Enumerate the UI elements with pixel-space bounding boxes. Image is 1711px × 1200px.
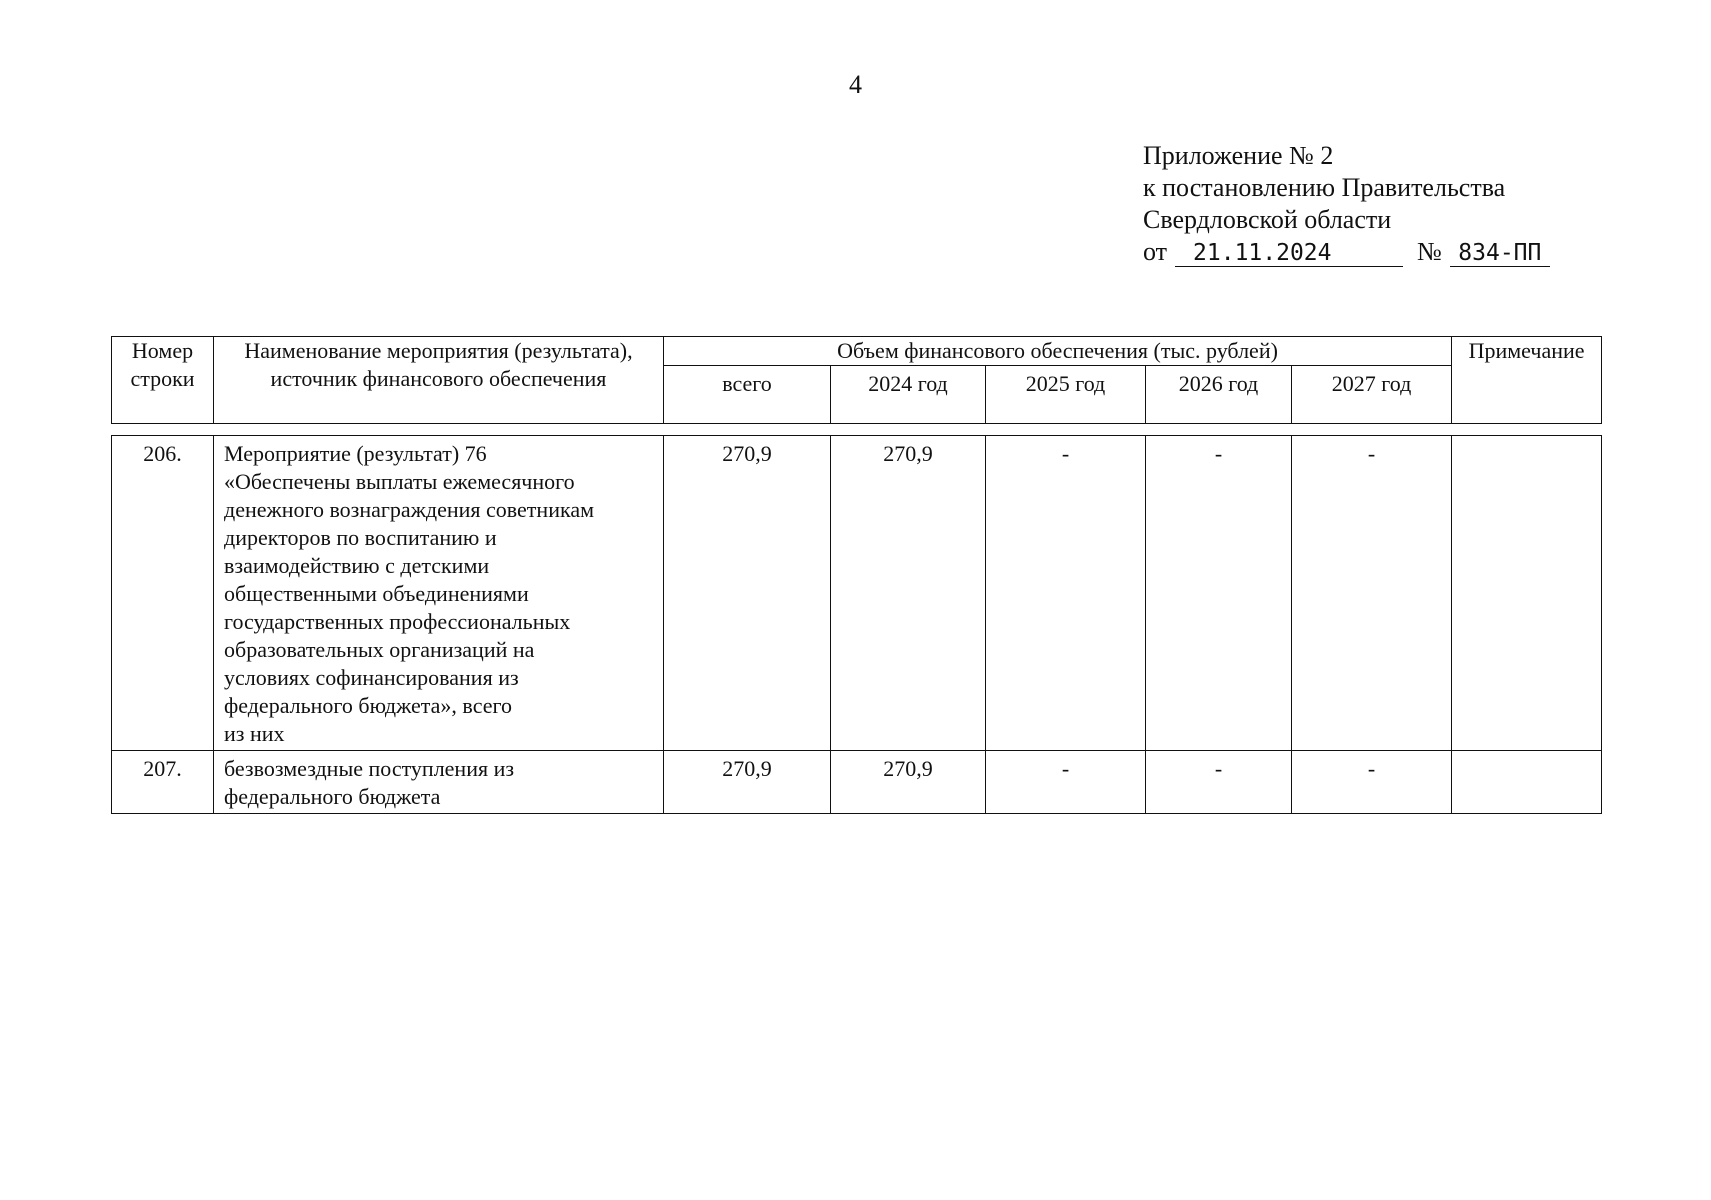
value-total: 270,9 <box>664 436 831 751</box>
appendix-line-2: к постановлению Правительства <box>1143 173 1506 202</box>
table-header <box>111 336 1602 424</box>
from-label: от <box>1143 237 1168 266</box>
value-2025: - <box>986 751 1146 814</box>
value-note <box>1452 751 1602 814</box>
name-line: денежного вознаграждения советникам <box>224 497 595 522</box>
row-number: 206. <box>112 436 214 751</box>
header-2027: 2027 год <box>1292 366 1452 424</box>
appendix-title: Приложение № 2 <box>1143 141 1334 170</box>
name-line: безвозмездные поступления из <box>224 756 515 781</box>
name-line: взаимодействию с детскими <box>224 553 490 578</box>
appendix-date-line <box>1143 236 1550 268</box>
name-line: «Обеспечены выплаты ежемесячного <box>224 469 575 494</box>
header-2024: 2024 год <box>831 366 986 424</box>
name-line: Мероприятие (результат) 76 <box>224 441 487 466</box>
value-total: 270,9 <box>664 751 831 814</box>
name-line: из них <box>224 721 285 746</box>
activity-name <box>214 751 664 814</box>
value-note <box>1452 436 1602 751</box>
value-2027: - <box>1292 751 1452 814</box>
header-row-number: Номер строки <box>112 337 214 424</box>
name-line: государственных профессиональных <box>224 609 571 634</box>
value-2026: - <box>1146 751 1292 814</box>
value-2024: 270,9 <box>831 436 986 751</box>
appendix-line-3: Свердловской области <box>1143 205 1392 234</box>
resolution-date: 21.11.2024 <box>1175 240 1403 267</box>
value-2026: - <box>1146 436 1292 751</box>
header-name: Наименование мероприятия (результата), источник финансового обеспечения <box>214 337 664 424</box>
table-row <box>112 751 1602 814</box>
name-line: образовательных организаций на <box>224 637 535 662</box>
header-total: всего <box>664 366 831 424</box>
name-line: условиях софинансирования из <box>224 665 519 690</box>
table-row <box>112 436 1602 751</box>
table-body <box>111 435 1602 814</box>
page-number: 4 <box>849 70 862 99</box>
number-sign: № <box>1417 237 1442 266</box>
value-2027: - <box>1292 436 1452 751</box>
value-2025: - <box>986 436 1146 751</box>
header-note: Примечание <box>1452 337 1602 424</box>
appendix-block <box>1143 140 1550 268</box>
activity-name <box>214 436 664 751</box>
header-funding: Объем финансового обеспечения (тыс. рублей) <box>664 337 1452 366</box>
header-2026: 2026 год <box>1146 366 1292 424</box>
name-line: директоров по воспитанию и <box>224 525 497 550</box>
value-2024: 270,9 <box>831 751 986 814</box>
name-line: федерального бюджета <box>224 784 441 809</box>
header-2025: 2025 год <box>986 366 1146 424</box>
resolution-number: 834-ПП <box>1450 240 1550 267</box>
name-line: федерального бюджета», всего <box>224 693 512 718</box>
name-line: общественными объединениями <box>224 581 529 606</box>
row-number: 207. <box>112 751 214 814</box>
